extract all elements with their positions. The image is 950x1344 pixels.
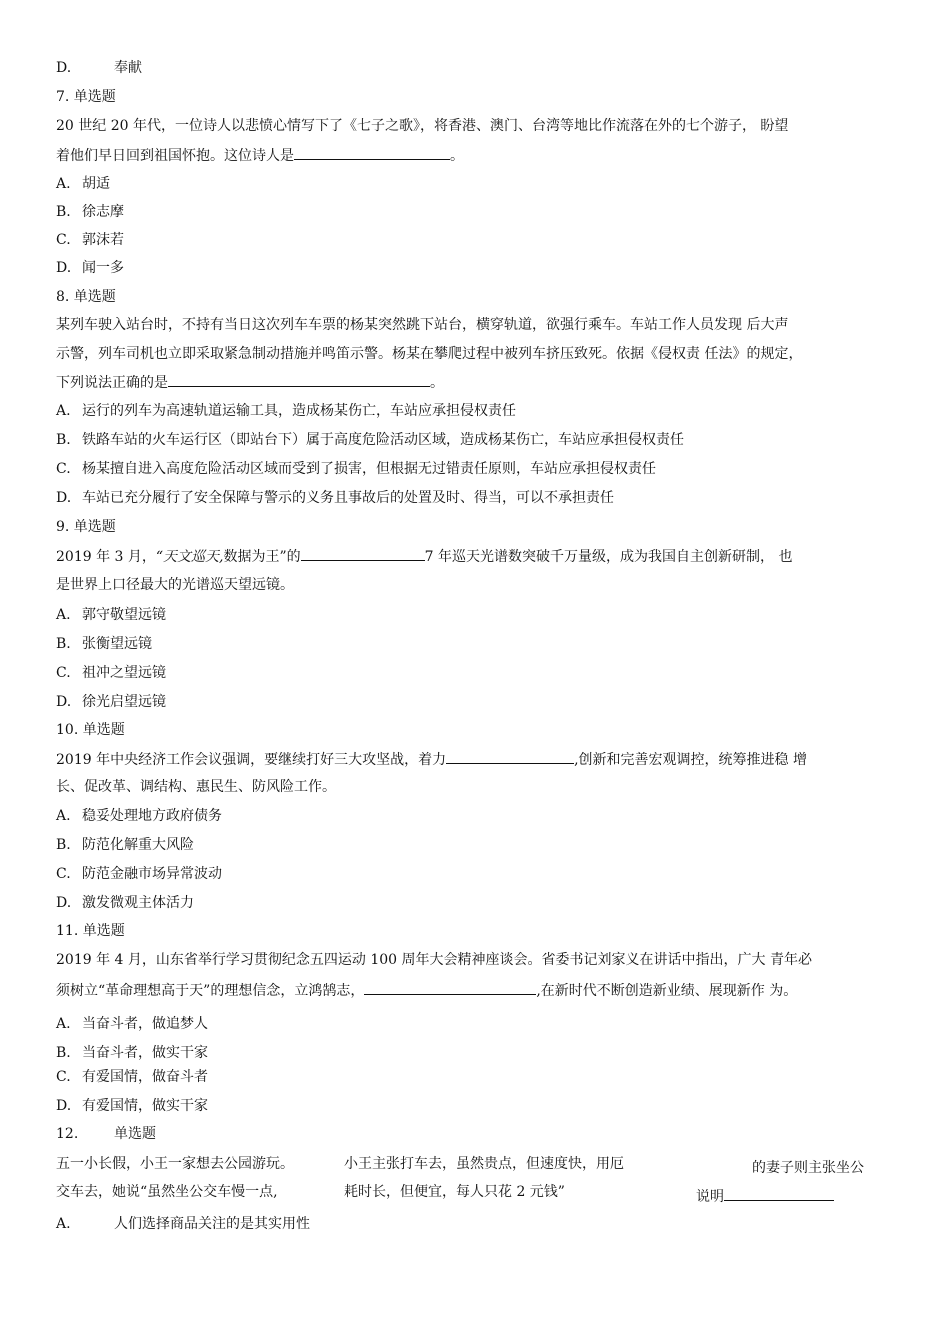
option-key: A. <box>56 607 71 623</box>
option-text: 当奋斗者，做追梦人 <box>82 1016 208 1032</box>
option-text: 奉献 <box>114 60 142 76</box>
stem-text: ,在新时代不断创造新业绩、展现新作 为。 <box>536 983 798 999</box>
option-text: 郭沫若 <box>82 232 124 248</box>
option-key: B. <box>56 837 71 853</box>
option-text: 有爱国情，做奋斗者 <box>82 1069 208 1085</box>
option-key: C. <box>56 665 71 681</box>
option-text: 稳妥处理地方政府债务 <box>82 808 222 824</box>
option-b-q10 <box>56 835 194 855</box>
answer-blank <box>301 546 425 561</box>
question-type: 单选题 <box>114 1126 156 1142</box>
option-key: B. <box>56 204 71 220</box>
option-key: A. <box>56 1016 71 1032</box>
stem-text: 数据为王”的 <box>223 549 301 565</box>
option-key: C. <box>56 232 71 248</box>
answer-blank <box>294 145 450 160</box>
option-key: D. <box>56 694 72 710</box>
option-b-q9 <box>56 634 152 654</box>
question-header-12 <box>56 1124 156 1144</box>
option-text: 徐志摩 <box>82 204 124 220</box>
question-stem-9-line1 <box>56 546 792 567</box>
question-stem-7-line2 <box>56 145 464 166</box>
option-key: A. <box>56 176 71 192</box>
option-key: A. <box>56 1216 71 1232</box>
option-key: C. <box>56 866 71 882</box>
question-stem-11-line1: 2019 年 4 月，山东省举行学习贯彻纪念五四运动 100 周年大会精神座谈会。省委书记刘家义在讲话中指出，广大 青年必 <box>56 952 812 968</box>
option-text: 有爱国情，做实干家 <box>82 1098 208 1114</box>
question-stem-8-line2: 示警，列车司机也立即采取紧急制动措施并鸣笛示警。杨某在攀爬过程中被列车挤压致死。依据《侵权责 任法》的规定， <box>56 346 803 362</box>
option-key: C. <box>56 1069 71 1085</box>
question-stem-11-line2 <box>56 980 797 1001</box>
option-text: 铁路车站的火车运行区（即站台下）属于高度危险活动区域，造成杨某伤亡，车站应承担侵权责任 <box>82 432 684 448</box>
option-b-q8 <box>56 430 684 450</box>
stem-text: 。 <box>430 375 444 391</box>
option-b-q7 <box>56 202 124 222</box>
option-key: B. <box>56 1045 71 1061</box>
option-key: A. <box>56 403 71 419</box>
question-stem-10-line2: 长、促改革、调结构、惠民生、防风险工作。 <box>56 779 336 795</box>
option-text: 徐光启望远镜 <box>82 694 166 710</box>
stem-text: 着他们早日回到祖国怀抱。这位诗人是 <box>56 148 294 164</box>
option-text: 激发微观主体活力 <box>82 895 194 911</box>
option-key: B. <box>56 636 71 652</box>
question-stem-12-col2-line1: 小王主张打车去，虽然贵点，但速度快，用厄 <box>344 1156 624 1172</box>
option-a-q12 <box>56 1214 310 1234</box>
option-text: 运行的列车为高速轨道运输工具，造成杨某伤亡，车站应承担侵权责任 <box>82 403 516 419</box>
option-key: D. <box>56 895 72 911</box>
option-d-q7 <box>56 258 124 278</box>
answer-blank <box>364 980 536 995</box>
question-stem-8-line1: 某列车驶入站台时，不持有当日这次列车车票的杨某突然跳下站台，横穿轨道，欲强行乘车。车站工作人员发现 后大声 <box>56 317 789 333</box>
stem-text: ,创新和完善宏观调控，统筹推进稳 增 <box>574 752 807 768</box>
option-text: 人们选择商品关注的是其实用性 <box>114 1216 310 1232</box>
stem-text-italic: “天文巡天, <box>155 549 224 565</box>
question-stem-8-line3 <box>56 372 444 393</box>
option-text: 闻一多 <box>82 260 124 276</box>
option-text: 张衡望远镜 <box>82 636 152 652</box>
option-c-q11 <box>56 1067 208 1087</box>
option-key: D. <box>56 60 72 76</box>
option-a-q10 <box>56 806 222 826</box>
question-header-11: 11. 单选题 <box>56 923 125 939</box>
option-c-q10 <box>56 864 222 884</box>
option-key: B. <box>56 432 71 448</box>
option-d-q9 <box>56 692 166 712</box>
question-stem-12-col3-line1: 的妻子则主张坐公 <box>752 1160 864 1176</box>
stem-text: 说明 <box>696 1189 724 1205</box>
answer-blank <box>168 372 430 387</box>
option-text: 祖冲之望远镜 <box>82 665 166 681</box>
option-c-q7 <box>56 230 124 250</box>
option-text: 当奋斗者，做实干家 <box>82 1045 208 1061</box>
option-a-q7 <box>56 174 110 194</box>
answer-blank <box>724 1186 834 1201</box>
option-key: A. <box>56 808 71 824</box>
question-stem-12-col3-line2 <box>696 1186 834 1207</box>
option-text: 防范化解重大风险 <box>82 837 194 853</box>
stem-text: 须树立“革命理想高于天”的理想信念，立鸿鹄志， <box>56 983 365 999</box>
question-stem-12-col1-line2: 交车去，她说“虽然坐公交车慢一点, <box>56 1184 278 1200</box>
question-header-10: 10. 单选题 <box>56 722 125 738</box>
answer-blank <box>446 749 574 764</box>
option-a-q11 <box>56 1014 208 1034</box>
stem-text: 2019 年中央经济工作会议强调，要继续打好三大攻坚战，着力 <box>56 752 447 768</box>
option-key: D. <box>56 260 72 276</box>
option-text: 胡适 <box>82 176 110 192</box>
option-key: C. <box>56 461 71 477</box>
option-key: D. <box>56 490 72 506</box>
option-c-q8 <box>56 459 656 479</box>
question-stem-10-line1 <box>56 749 807 770</box>
stem-text: 2019 年 3 月， <box>56 549 156 565</box>
stem-text: 。 <box>450 148 464 164</box>
option-d-q11 <box>56 1096 208 1116</box>
question-stem-9-line2: 是世界上口径最大的光谱巡天望远镜。 <box>56 577 294 593</box>
question-number: 12. <box>56 1126 79 1142</box>
option-text: 杨某擅自进入高度危险活动区域而受到了损害，但根据无过错责任原则，车站应承担侵权责任 <box>82 461 656 477</box>
question-stem-12-col1-line1: 五一小长假，小王一家想去公园游玩。 <box>56 1156 294 1172</box>
option-text: 郭守敬望远镜 <box>82 607 166 623</box>
question-stem-7-line1: 20 世纪 20 年代，一位诗人以悲愤心情写下了《七子之歌》，将香港、澳门、台湾等地比作流落在外的七个游子， 盼望 <box>56 118 789 134</box>
option-d-q6 <box>56 58 142 78</box>
stem-text: 7 年巡天光谱数突破千万量级，成为我国自主创新研制， 也 <box>424 549 793 565</box>
option-key: D. <box>56 1098 72 1114</box>
question-stem-12-col2-line2: 耗时长，但便宜，每人只花 2 元钱” <box>344 1184 565 1200</box>
stem-text: 下列说法正确的是 <box>56 375 168 391</box>
question-header-8: 8. 单选题 <box>56 289 116 305</box>
option-d-q10 <box>56 893 194 913</box>
option-a-q8 <box>56 401 516 421</box>
option-a-q9 <box>56 605 166 625</box>
option-text: 防范金融市场异常波动 <box>82 866 222 882</box>
option-text: 车站已充分履行了安全保障与警示的义务且事故后的处置及时、得当，可以不承担责任 <box>82 490 614 506</box>
option-c-q9 <box>56 663 166 683</box>
option-b-q11 <box>56 1043 208 1063</box>
question-header-7: 7. 单选题 <box>56 89 116 105</box>
question-header-9: 9. 单选题 <box>56 519 116 535</box>
option-d-q8 <box>56 488 614 508</box>
